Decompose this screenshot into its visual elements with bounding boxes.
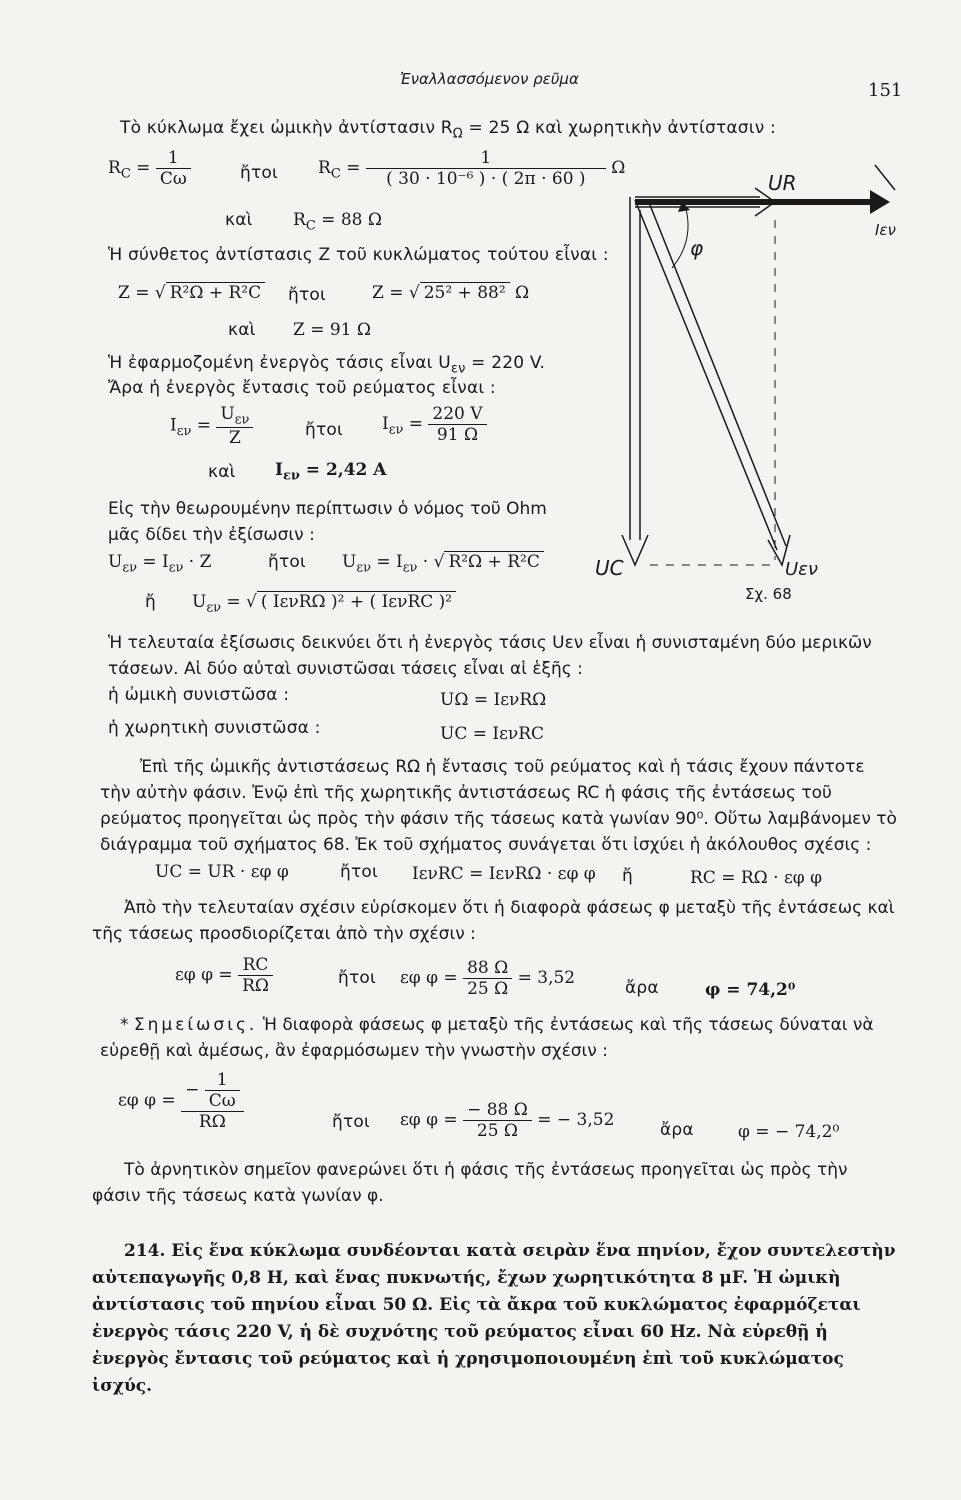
current-phasor-head	[870, 190, 890, 214]
uev-phasor-line2	[648, 200, 786, 546]
eq-phi2-itoi: ἤτοι	[332, 1112, 370, 1132]
eq-tan-c: RC = RΩ · εφ φ	[690, 868, 822, 888]
eq-ohm-or: ἤ	[145, 592, 156, 612]
para-components: Ἡ τελευταία ἐξίσωσις δεικνύει ὅτι ἡ ἐνεργὸς τάσις Uεν εἶναι ἡ συνισταμένη δύο μερικῶν τάσεων. Αἱ δύο αὐταὶ συνιστῶσαι τάσεις εἶναι αἱ ἑξῆς :	[108, 633, 872, 679]
eq-tan-b: IενRC = IενRΩ · εφ φ	[412, 864, 596, 884]
page-number: 151	[868, 80, 903, 101]
figure-caption: Σχ. 68	[745, 585, 792, 603]
eq-tan-itoi: ἤτοι	[340, 862, 378, 882]
label-ur: UR	[768, 171, 797, 195]
eq-i-result: $I_{\varepsilon\nu} = 2,42$ A	[275, 460, 387, 484]
figure-phasor-diagram	[590, 150, 920, 620]
eq-phi2-result: φ = − 74,2⁰	[738, 1122, 840, 1142]
angle-arc	[672, 205, 688, 268]
eq-phi-general: εφ φ = $\frac{RC}{R\Omega}$	[175, 955, 273, 996]
eq-ohm-itoi: ἤτοι	[268, 552, 306, 572]
eq-phi2-general: εφ φ = − $\frac{1}{C\omega}$ RΩ	[118, 1070, 244, 1132]
eq-ohm-line2: $U_{\varepsilon\nu}$ = √ ( IενRΩ )² + ( IενRC )²	[192, 592, 456, 615]
current-tick	[875, 165, 895, 190]
eq-i-itoi: ἤτοι	[305, 420, 343, 440]
sentence-z: Ἡ σύνθετος ἀντίστασις Z τοῦ κυκλώματος τούτου εἶναι :	[108, 245, 609, 265]
eq-i-general: $I_{\varepsilon\nu}$ = $\frac{U_{\varepsilon\nu}}{Z}$	[170, 404, 253, 448]
eq-tan-or: ἤ	[622, 866, 633, 886]
eq-rc-kai: καὶ	[225, 210, 253, 230]
sentence-i: Ἄρα ἡ ἐνεργὸς ἔντασις τοῦ ρεύματος εἶναι :	[108, 378, 496, 398]
eq-z-itoi: ἤτοι	[288, 285, 326, 305]
para-negative: Τὸ ἀρνητικὸν σημεῖον φανερώνει ὅτι ἡ φάσις τῆς ἐντάσεως προηγεῖται ὡς πρὸς τὴν φάσιν τῆς τάσεως κατὰ γωνίαν φ.	[92, 1160, 848, 1206]
cap-label: ἡ χωρητικὴ συνιστῶσα :	[108, 718, 321, 738]
label-phi: φ	[690, 236, 704, 260]
running-title: Ἐναλλασσόμενον ρεῦμα	[400, 70, 579, 88]
eq-z-result: Z = 91 Ω	[293, 320, 371, 340]
eq-phi-result: φ = 74,2⁰	[705, 980, 796, 1000]
eq-phi2-numeric: εφ φ = $\frac{- 88 \Omega}{25 \Omega}$ = − 3,52	[400, 1100, 615, 1141]
label-uc: UC	[595, 556, 624, 580]
ohmic-eq: UΩ = IενRΩ	[440, 690, 547, 710]
cap-eq: UC = IενRC	[440, 724, 545, 744]
uev-phasor	[635, 200, 777, 550]
label-iev: Iεν	[875, 221, 896, 239]
eq-phi-ara: ἄρα	[625, 978, 659, 998]
eq-phi-numeric: εφ φ = $\frac{88 \Omega}{25 \Omega}$ = 3,52	[400, 958, 576, 999]
para-find: Ἀπὸ τὴν τελευταίαν σχέσιν εὑρίσκομεν ὅτι ἡ διαφορὰ φάσεως φ μεταξὺ τῆς ἐντάσεως καὶ τῆς τάσεως προσδιορίζεται ἀπὸ τὴν σχέσιν :	[92, 898, 895, 944]
eq-ohm-line1: $U_{\varepsilon\nu} = I_{\varepsilon\nu} \cdot Z$	[108, 552, 212, 576]
label-uev: Uεν	[785, 559, 818, 580]
eq-i-numeric: $I_{\varepsilon\nu}$ = $\frac{220 V}{91 \Omega}$	[382, 404, 487, 445]
sentence-u: Ἡ ἐφαρμοζομένη ἐνεργὸς τάσις εἶναι $U_{\varepsilon\nu} = 220$ V.	[108, 353, 546, 377]
eq-rc-expansion: $R_C$ = $\frac{1}{\text{( 30 · 10⁻⁶ ) · ( 2π · 60 )}}$ Ω	[318, 148, 626, 189]
note-paragraph: * Σημείωσις. Ἡ διαφορὰ φάσεως φ μεταξὺ τῆς ἐντάσεως καὶ τῆς τάσεως δύναται νὰ εὑρεθῇ καὶ ἀμέσως, ἂν ἐφαρμόσωμεν τὴν γνωστὴν σχέσιν :	[100, 1015, 874, 1061]
eq-phi2-ara: ἄρα	[660, 1120, 694, 1140]
eq-z-general: Z = √ R²Ω + R²C	[118, 283, 265, 303]
problem-214: 214. Εἰς ἕνα κύκλωμα συνδέονται κατὰ σειρὰν ἕνα πηνίον, ἔχον συντελεστὴν αὐτεπαγωγῆς 0,8 H, καὶ ἕνας πυκνωτής, ἔχων χωρητικότητα 8 μF. Ἡ ὠμικὴ ἀντίστασις τοῦ πηνίου εἶναι 50 Ω. Εἰς τὰ ἄκρα τοῦ κυκλώματος ἐφαρμόζεται ἐνεργὸς τάσις 220 V, ἡ δὲ συχνότης τοῦ ρεύματος εἶναι 60 Hz. Νὰ εὑρεθῇ ἡ ἐνεργὸς ἔντασις τοῦ ρεύματος καὶ ἡ χρησιμοποιουμένη ἐπὶ τοῦ κυκλώματος ἰσχύς.	[92, 1241, 896, 1396]
para-ohm: Εἰς τὴν θεωρουμένην περίπτωσιν ὁ νόμος τοῦ Ohm μᾶς δίδει τὴν ἐξίσωσιν :	[108, 499, 547, 545]
eq-rc-itoi: ἤτοι	[240, 163, 278, 183]
ohmic-label: ἡ ὠμικὴ συνιστῶσα :	[108, 685, 290, 705]
eq-ohm-line1-b: $U_{\varepsilon\nu} = I_{\varepsilon\nu}$ · √ R²Ω + R²C	[342, 552, 544, 575]
eq-rc-result: $R_C = 88$ Ω	[293, 210, 382, 234]
eq-z-kai: καὶ	[228, 320, 256, 340]
para-phase: Ἐπὶ τῆς ὠμικῆς ἀντιστάσεως RΩ ἡ ἔντασις τοῦ ρεύματος καὶ ἡ τάσις ἔχουν πάντοτε τὴν αὐτὴν φάσιν. Ἐνῷ ἐπὶ τῆς χωρητικῆς ἀντιστάσεως RC ἡ φάσις τῆς ἐντάσεως τοῦ ρεύματος προηγεῖται ὡς πρὸς τὴν φάσιν τῆς τάσεως κατὰ γωνίαν 90⁰. Οὕτω λαμβάνομεν τὸ διάγραμμα τοῦ σχήματος 68. Ἐκ τοῦ σχήματος συνάγεται ὅτι ἰσχύει ἡ ἀκόλουθος σχέσις :	[100, 757, 897, 855]
intro-line: Τὸ κύκλωμα ἔχει ὠμικὴν ἀντίστασιν $R_\Omega = 25$ Ω καὶ χωρητικὴν ἀντίστασιν :	[120, 118, 776, 142]
uc-phasor-head	[622, 535, 648, 565]
eq-i-kai: καὶ	[208, 462, 236, 482]
eq-z-numeric: Z = √ 25² + 88² Ω	[372, 283, 530, 303]
eq-phi-itoi: ἤτοι	[338, 968, 376, 988]
eq-tan-a: UC = UR · εφ φ	[155, 862, 289, 882]
eq-rc-line1: $R_C$ = $\frac{1}{C\omega}$	[108, 148, 191, 189]
